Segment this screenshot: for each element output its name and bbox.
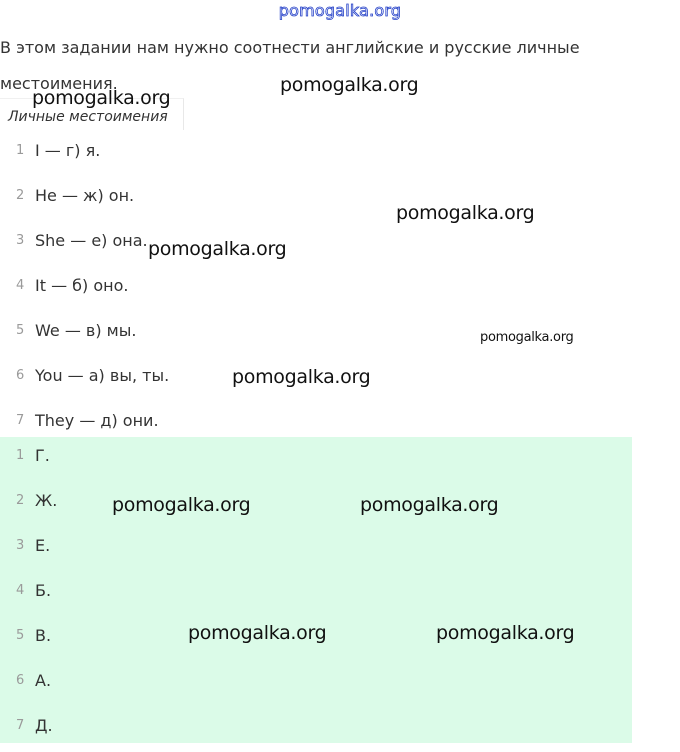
answer-text: Е. — [35, 536, 51, 555]
list-item — [0, 265, 632, 310]
answer-block — [0, 437, 632, 743]
item-number: 6 — [16, 368, 25, 383]
watermark: pomogalka.org — [280, 74, 419, 96]
pronoun-list — [0, 130, 632, 445]
answer-item — [0, 437, 632, 482]
answer-text: Г. — [35, 446, 50, 465]
answer-item — [0, 482, 632, 527]
watermark: pomogalka.org — [480, 330, 574, 345]
item-number: 5 — [16, 323, 25, 338]
watermark: pomogalka.org — [232, 366, 371, 388]
item-text: He — ж) он. — [35, 186, 135, 205]
item-text: She — е) она. — [35, 231, 148, 250]
watermark: pomogalka.org — [188, 622, 327, 644]
item-text: We — в) мы. — [35, 321, 137, 340]
answer-item — [0, 662, 632, 707]
list-item — [0, 130, 632, 175]
answer-item — [0, 527, 632, 572]
watermark: pomogalka.org — [148, 238, 287, 260]
answer-number: 2 — [16, 493, 25, 508]
answer-text: Б. — [35, 581, 52, 600]
answer-item — [0, 572, 632, 617]
list-item — [0, 175, 632, 220]
answer-text: Д. — [35, 716, 53, 735]
list-item — [0, 220, 632, 265]
answer-text: В. — [35, 626, 52, 645]
item-number: 7 — [16, 413, 25, 428]
answer-number: 6 — [16, 673, 25, 688]
watermark: pomogalka.org — [360, 494, 499, 516]
answer-number: 5 — [16, 628, 25, 643]
section-tag-label: Личные местоимения — [8, 109, 168, 125]
watermark: pomogalka.org — [396, 202, 535, 224]
watermark: pomogalka.org — [32, 87, 171, 109]
answer-text: А. — [35, 671, 52, 690]
answer-number: 1 — [16, 448, 25, 463]
item-number: 2 — [16, 188, 25, 203]
item-text: You — а) вы, ты. — [35, 366, 170, 385]
item-text: It — б) оно. — [35, 276, 129, 295]
item-number: 1 — [16, 143, 25, 158]
watermark: pomogalka.org — [112, 494, 251, 516]
answer-number: 7 — [16, 718, 25, 733]
answer-text: Ж. — [35, 491, 58, 510]
watermark: pomogalka.org — [436, 622, 575, 644]
intro-text: В этом задании нам нужно соотнести английские и русские личные местоимения. — [0, 38, 580, 93]
answer-number: 4 — [16, 583, 25, 598]
answer-number: 3 — [16, 538, 25, 553]
answer-item — [0, 707, 632, 752]
item-number: 3 — [16, 233, 25, 248]
item-text: They — д) они. — [35, 411, 159, 430]
item-number: 4 — [16, 278, 25, 293]
top-watermark: pomogalka.org — [278, 1, 402, 20]
item-text: I — г) я. — [35, 141, 101, 160]
